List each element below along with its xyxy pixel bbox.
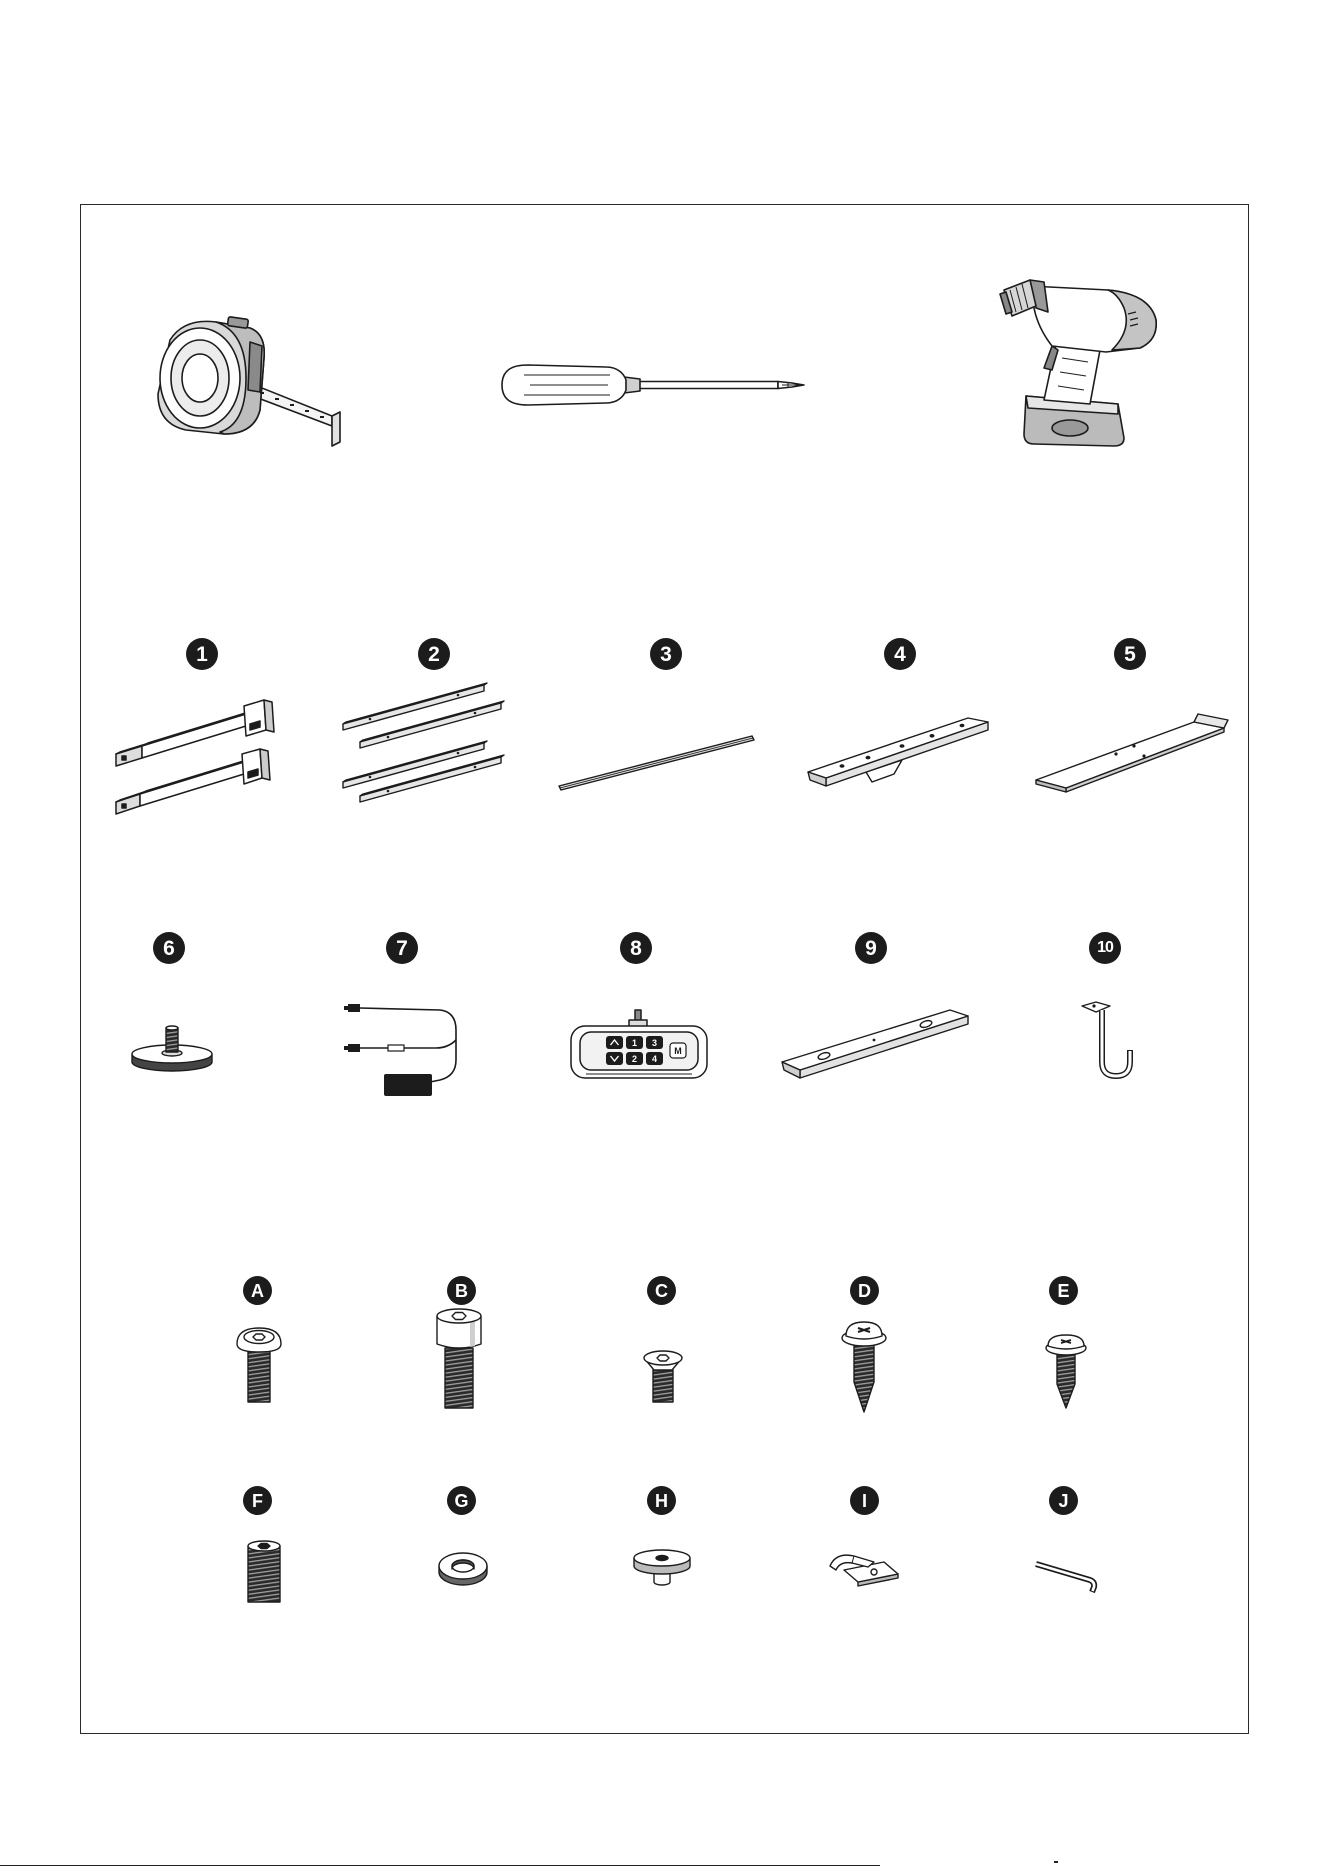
spacer-icon: [630, 1546, 694, 1588]
preset-key-label: 2: [631, 1054, 638, 1064]
footer-mark: [1054, 1861, 1058, 1863]
part-number-badge: 8: [620, 932, 652, 964]
button-head-screw-icon: [232, 1324, 286, 1406]
hardware-letter-badge: H: [647, 1486, 676, 1515]
power-cable-icon: [344, 1000, 462, 1098]
hardware-letter-badge: D: [850, 1276, 879, 1305]
control-box-icon: [568, 1010, 710, 1084]
foot-icon: [128, 1022, 218, 1072]
part-number-badge: 3: [650, 638, 682, 670]
part-number-badge: 7: [386, 932, 418, 964]
part-number-badge: 5: [1114, 638, 1146, 670]
part-number-badge: 1: [186, 638, 218, 670]
hardware-letter-badge: G: [447, 1486, 476, 1515]
hardware-letter-badge: C: [647, 1276, 676, 1305]
down-key: [606, 1052, 623, 1065]
part-number-badge: 10: [1089, 932, 1121, 964]
channel-bracket-icon: [778, 1000, 974, 1100]
preset-key-label: 3: [651, 1038, 658, 1048]
long-bar-icon: [556, 732, 756, 794]
hardware-letter-badge: B: [447, 1276, 476, 1305]
part-number-badge: 6: [153, 932, 185, 964]
screwdriver-icon: [498, 356, 808, 414]
rail-set-icon: [340, 682, 506, 804]
hardware-letter-badge: I: [850, 1486, 879, 1515]
part-number-badge: 9: [855, 932, 887, 964]
preset-key-label: 4: [651, 1054, 658, 1064]
washer-icon: [436, 1548, 490, 1588]
hardware-letter-badge: E: [1049, 1276, 1078, 1305]
up-key: [606, 1036, 623, 1049]
preset-key-label: 1: [631, 1038, 638, 1048]
part-number-badge: 2: [418, 638, 450, 670]
hex-key-icon: [1032, 1552, 1106, 1594]
cordless-drill-icon: [1000, 268, 1162, 450]
hardware-letter-badge: A: [243, 1276, 272, 1305]
crossbar-icon: [802, 706, 994, 802]
self-tapping-screw-long-icon: [838, 1318, 890, 1414]
memory-key-label: M: [674, 1046, 682, 1056]
hook-icon: [1078, 1000, 1138, 1082]
socket-cap-screw-icon: [430, 1306, 488, 1412]
tape-measure-icon: [150, 312, 350, 452]
self-tapping-screw-short-icon: [1042, 1332, 1090, 1410]
hardware-letter-badge: F: [243, 1486, 272, 1515]
flat-head-screw-icon: [640, 1348, 686, 1406]
footer-rule: [0, 1865, 880, 1866]
leg-frame-icon: [112, 700, 276, 818]
part-number-badge: 4: [884, 638, 916, 670]
spring-clip-icon: [826, 1540, 904, 1588]
set-screw-icon: [242, 1538, 286, 1606]
hardware-letter-badge: J: [1049, 1486, 1078, 1515]
mounting-plate-icon: [1032, 706, 1228, 796]
